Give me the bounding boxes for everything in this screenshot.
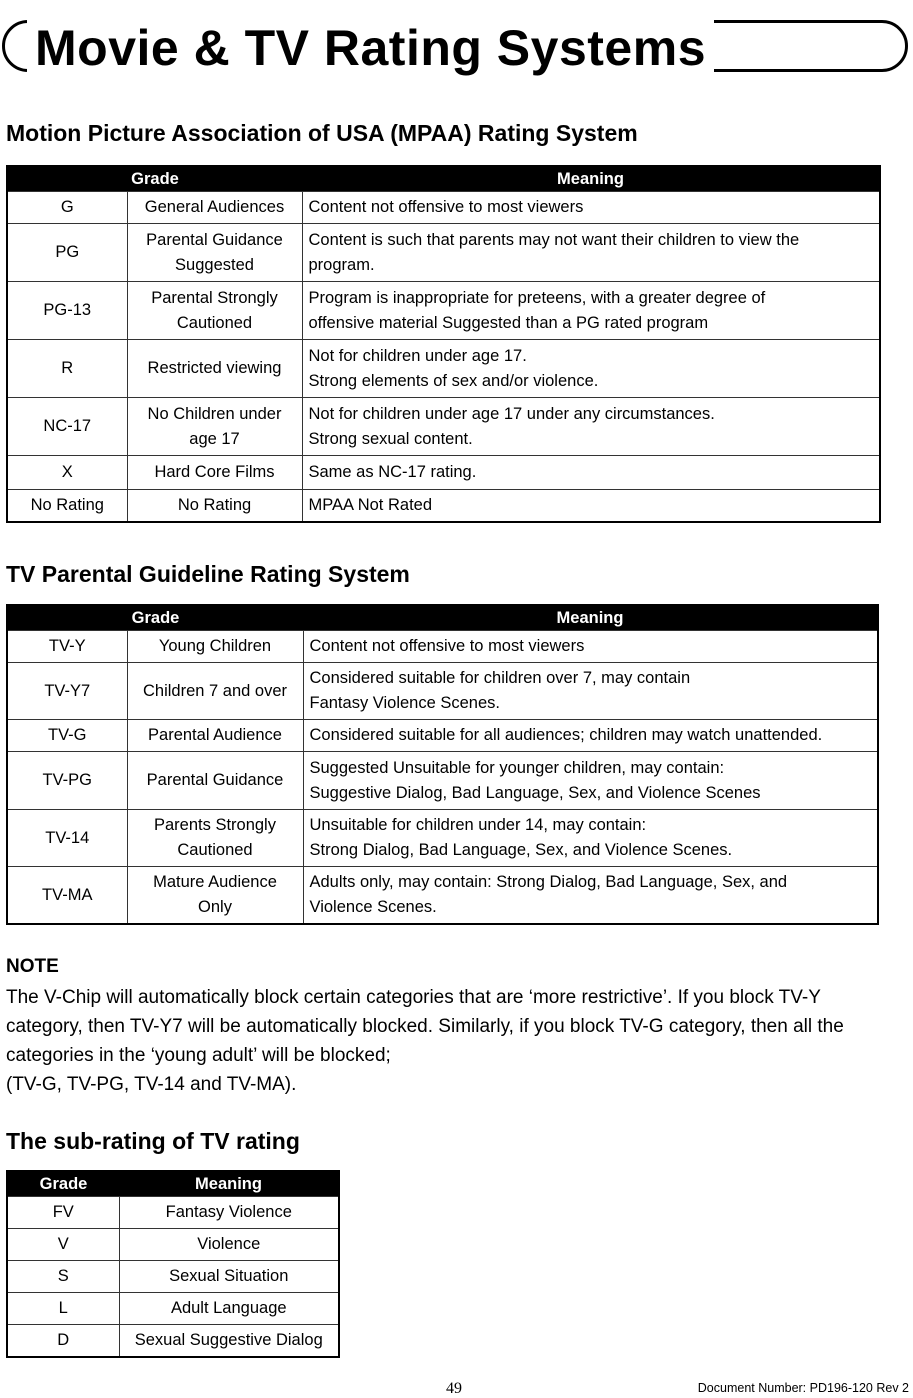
mpaa-meaning-header: Meaning xyxy=(302,166,880,192)
name-cell: Parental Guidance xyxy=(127,752,303,810)
mpaa-header-row xyxy=(7,166,880,192)
meaning-cell: MPAA Not Rated xyxy=(302,490,880,523)
grade-cell: TV-Y7 xyxy=(7,663,127,720)
sub-rating-heading: The sub-rating of TV rating xyxy=(6,1128,300,1154)
meaning-cell: Program is inappropriate for preteens, with a greater degree of offensive material Suggested than a PG rated program xyxy=(302,282,880,340)
sub-rating-table xyxy=(6,1170,340,1358)
tv-header-row xyxy=(7,605,878,631)
meaning-cell: Sexual Suggestive Dialog xyxy=(119,1325,339,1358)
table-row xyxy=(7,752,878,810)
mpaa-grade-header: Grade xyxy=(7,166,302,192)
sub-header-row xyxy=(7,1171,339,1197)
grade-cell: No Rating xyxy=(7,490,127,523)
name-cell: Parental Audience xyxy=(127,720,303,752)
tv-rating-table xyxy=(6,604,879,925)
name-cell: Young Children xyxy=(127,631,303,663)
name-cell: No Children under age 17 xyxy=(127,398,302,456)
name-cell: Parents Strongly Cautioned xyxy=(127,810,303,867)
title-frame xyxy=(2,20,908,76)
grade-cell: TV-MA xyxy=(7,867,127,925)
table-row xyxy=(7,398,880,456)
sub-grade-header: Grade xyxy=(7,1171,119,1197)
name-cell: General Audiences xyxy=(127,192,302,224)
name-cell: Restricted viewing xyxy=(127,340,302,398)
meaning-cell: Violence xyxy=(119,1229,339,1261)
grade-cell: L xyxy=(7,1293,119,1325)
table-row xyxy=(7,456,880,490)
mpaa-rating-table xyxy=(6,165,881,523)
grade-cell: X xyxy=(7,456,127,490)
tv-grade-header: Grade xyxy=(7,605,303,631)
table-row xyxy=(7,192,880,224)
table-row xyxy=(7,224,880,282)
meaning-cell: Fantasy Violence xyxy=(119,1197,339,1229)
mpaa-heading: Motion Picture Association of USA (MPAA) Rating System xyxy=(6,120,638,146)
meaning-cell: Same as NC-17 rating. xyxy=(302,456,880,490)
table-row xyxy=(7,867,878,925)
table-row xyxy=(7,1293,339,1325)
meaning-cell: Unsuitable for children under 14, may contain: Strong Dialog, Bad Language, Sex, and Violence Scenes. xyxy=(303,810,878,867)
grade-cell: NC-17 xyxy=(7,398,127,456)
table-row xyxy=(7,720,878,752)
table-row xyxy=(7,340,880,398)
grade-cell: G xyxy=(7,192,127,224)
grade-cell: D xyxy=(7,1325,119,1358)
table-row xyxy=(7,663,878,720)
grade-cell: PG-13 xyxy=(7,282,127,340)
name-cell: Hard Core Films xyxy=(127,456,302,490)
meaning-cell: Adult Language xyxy=(119,1293,339,1325)
table-row xyxy=(7,810,878,867)
meaning-cell: Considered suitable for children over 7, may contain Fantasy Violence Scenes. xyxy=(303,663,878,720)
meaning-cell: Not for children under age 17. Strong elements of sex and/or violence. xyxy=(302,340,880,398)
grade-cell: TV-PG xyxy=(7,752,127,810)
meaning-cell: Sexual Situation xyxy=(119,1261,339,1293)
grade-cell: TV-14 xyxy=(7,810,127,867)
name-cell: No Rating xyxy=(127,490,302,523)
page-title: Movie & TV Rating Systems xyxy=(27,19,714,77)
table-row xyxy=(7,1261,339,1293)
sub-meaning-header: Meaning xyxy=(119,1171,339,1197)
meaning-cell: Content not offensive to most viewers xyxy=(303,631,878,663)
tv-meaning-header: Meaning xyxy=(303,605,878,631)
name-cell: Parental Strongly Cautioned xyxy=(127,282,302,340)
table-row xyxy=(7,490,880,523)
page-number: 49 xyxy=(446,1380,462,1397)
table-row xyxy=(7,631,878,663)
meaning-cell: Not for children under age 17 under any circumstances. Strong sexual content. xyxy=(302,398,880,456)
name-cell: Mature Audience Only xyxy=(127,867,303,925)
name-cell: Children 7 and over xyxy=(127,663,303,720)
table-row xyxy=(7,1325,339,1358)
grade-cell: TV-Y xyxy=(7,631,127,663)
meaning-cell: Suggested Unsuitable for younger children, may contain: Suggestive Dialog, Bad Language, Sex, and Violence Scenes xyxy=(303,752,878,810)
meaning-cell: Content is such that parents may not want their children to view the program. xyxy=(302,224,880,282)
grade-cell: R xyxy=(7,340,127,398)
grade-cell: PG xyxy=(7,224,127,282)
meaning-cell: Adults only, may contain: Strong Dialog, Bad Language, Sex, and Violence Scenes. xyxy=(303,867,878,925)
table-row xyxy=(7,1197,339,1229)
grade-cell: TV-G xyxy=(7,720,127,752)
grade-cell: V xyxy=(7,1229,119,1261)
grade-cell: S xyxy=(7,1261,119,1293)
grade-cell: FV xyxy=(7,1197,119,1229)
note-title: NOTE xyxy=(6,956,59,977)
table-row xyxy=(7,1229,339,1261)
note-body: The V-Chip will automatically block certain categories that are ‘more restrictive’. If you block TV-Y category, then TV-Y7 will be automatically blocked. Similarly, if you block TV-G category, then all the categories in the ‘young adult’ will be blocked; (TV-G, TV-PG, TV-14 and TV-MA). xyxy=(6,987,844,1095)
name-cell: Parental Guidance Suggested xyxy=(127,224,302,282)
document-number: Document Number: PD196-120 Rev 2 xyxy=(697,1381,909,1395)
meaning-cell: Content not offensive to most viewers xyxy=(302,192,880,224)
meaning-cell: Considered suitable for all audiences; children may watch unattended. xyxy=(303,720,878,752)
tv-heading: TV Parental Guideline Rating System xyxy=(6,561,410,587)
table-row xyxy=(7,282,880,340)
